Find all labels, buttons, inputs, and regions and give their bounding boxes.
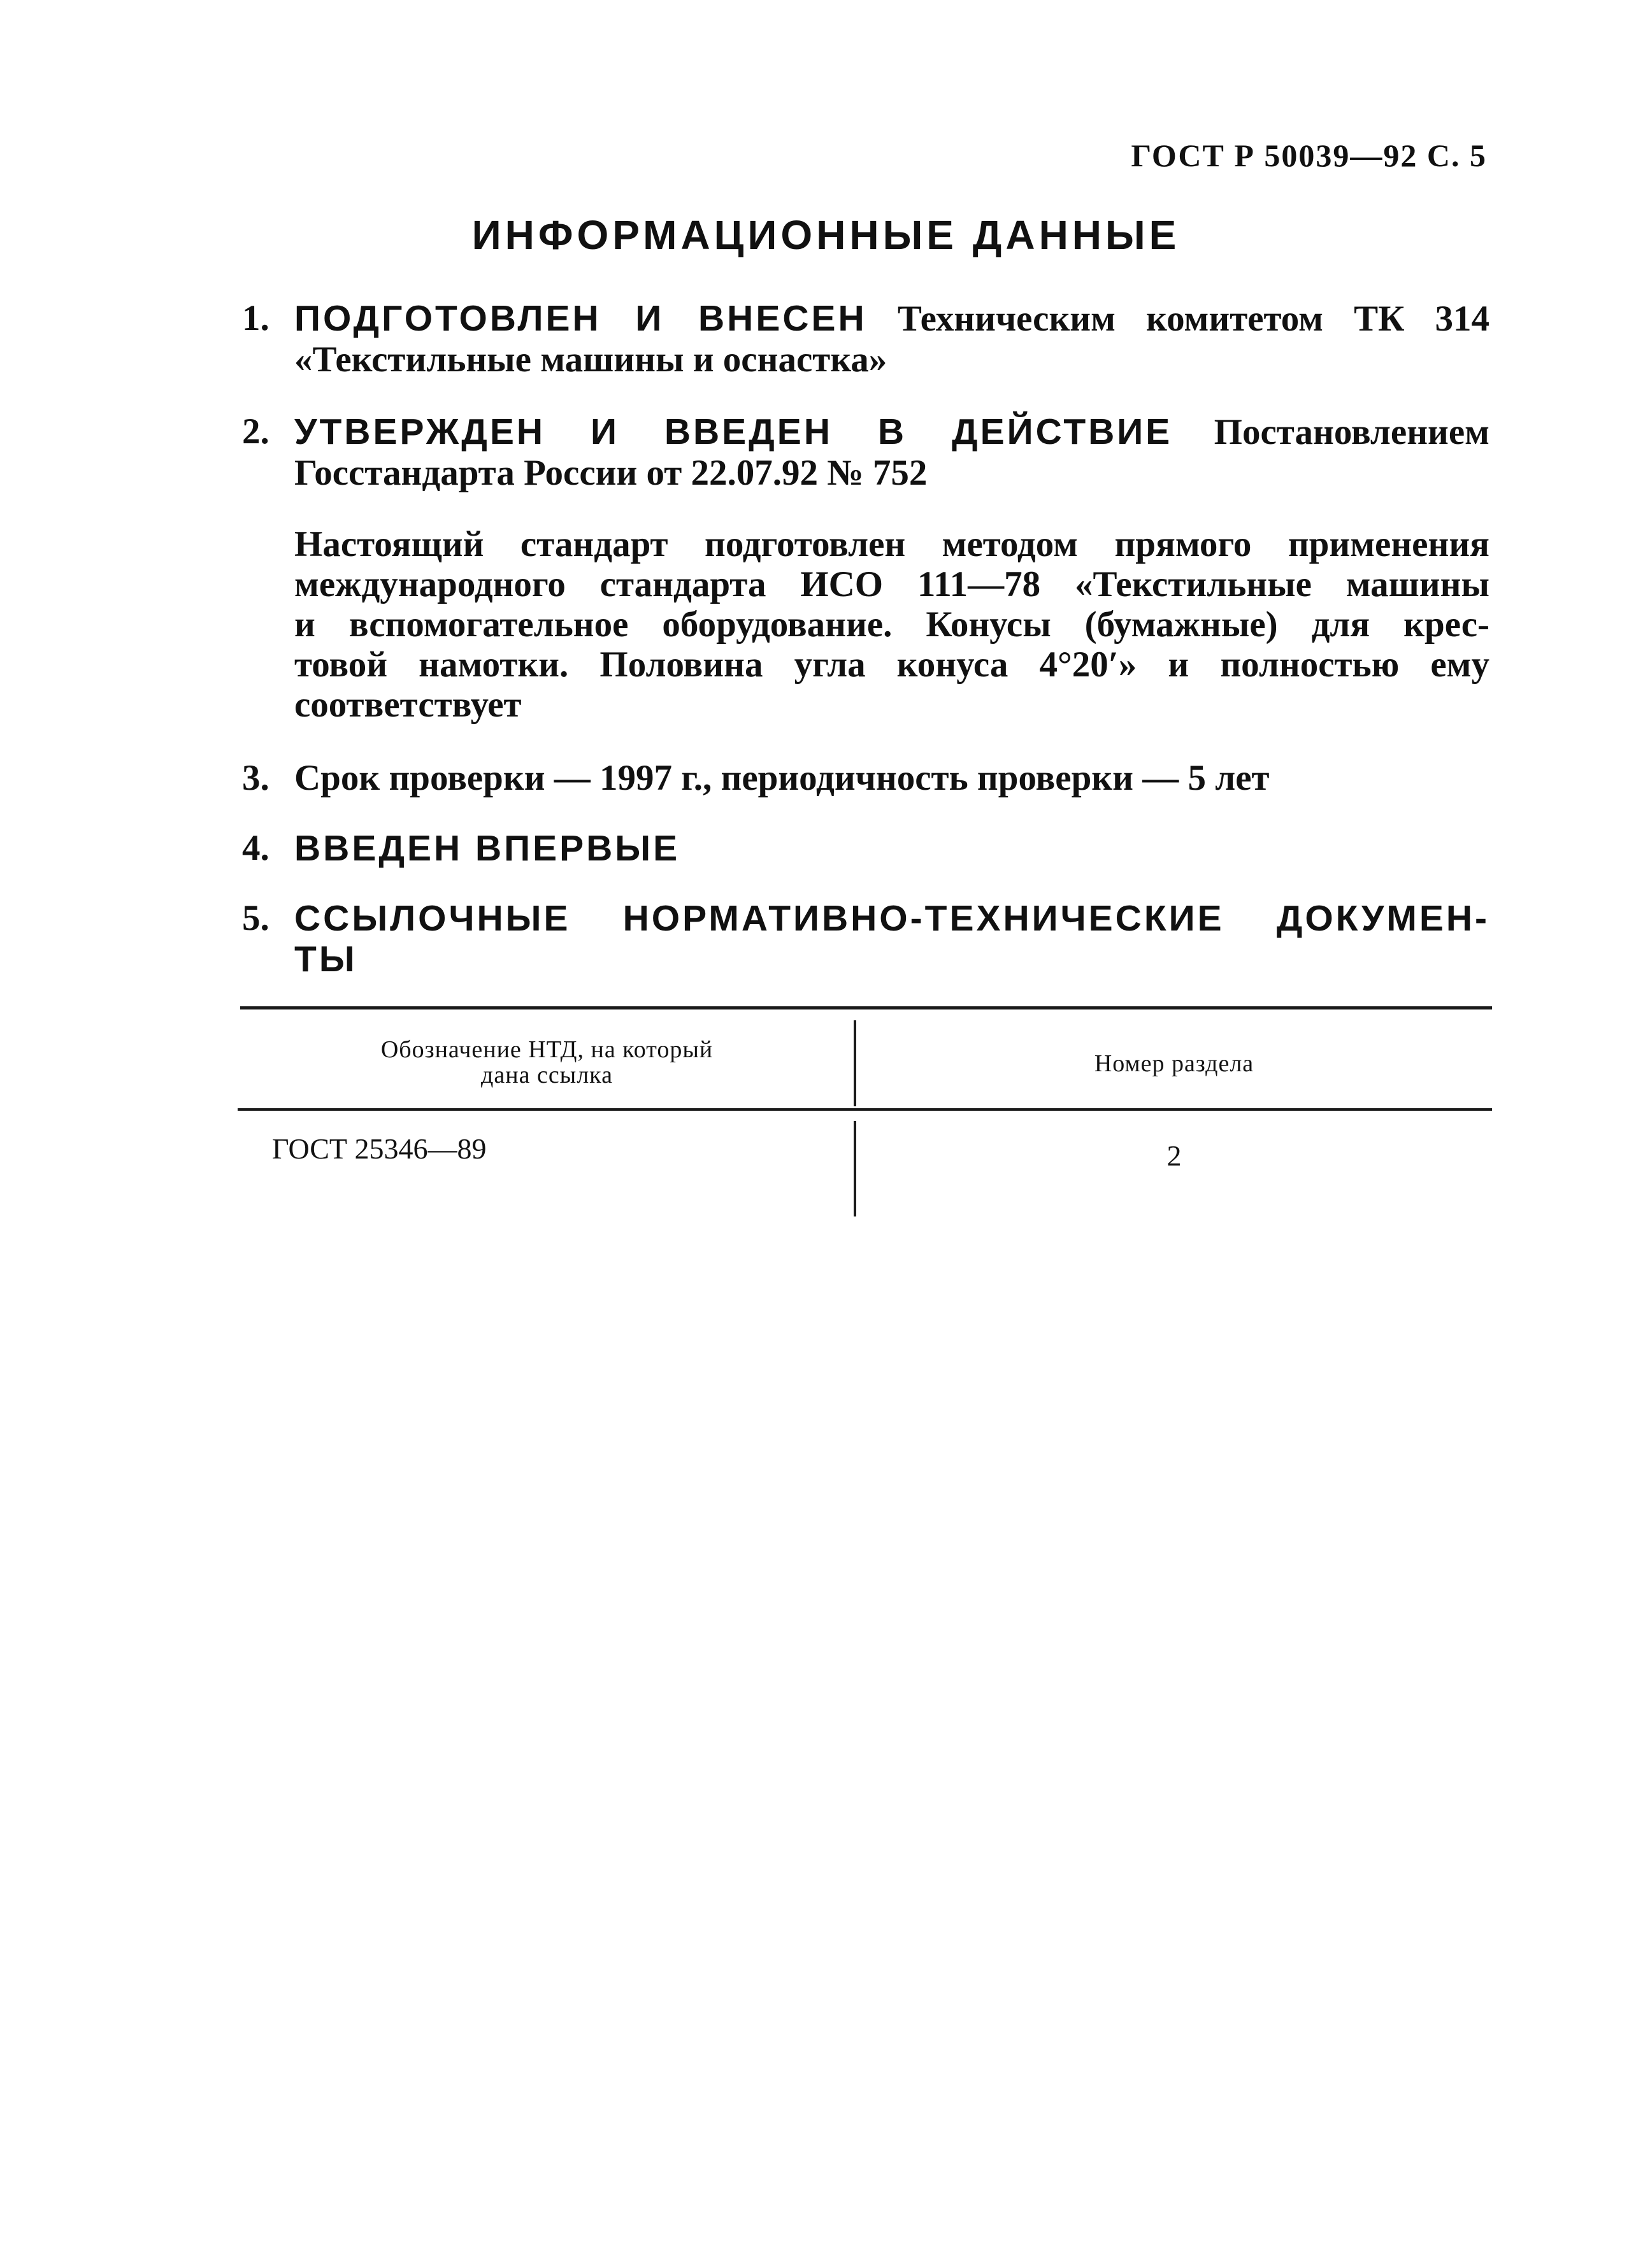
item-caps-text: ССЫЛОЧНЫЕ НОРМАТИВНО-ТЕХНИЧЕСКИЕ ДОКУМЕН- [294, 898, 1489, 939]
item-number: 5. [242, 898, 269, 938]
header-line: Обозначение НТД, на который [380, 1036, 714, 1063]
paragraph-line: международного стандарта ИСО 111—78 «Текстильные машины [294, 564, 1489, 604]
table-cell-designation: ГОСТ 25346—89 [272, 1132, 487, 1165]
header-line: дана ссылка [481, 1062, 613, 1088]
item-number: 2. [242, 411, 269, 452]
item-number: 3. [242, 758, 269, 798]
item-caps-text: ВВЕДЕН ВПЕРВЫЕ [294, 828, 680, 869]
running-head: ГОСТ Р 50039—92 С. 5 [1131, 138, 1487, 173]
body-paragraph [294, 524, 1489, 725]
item-text: «Текстильные машины и оснастка» [294, 339, 887, 380]
item-text: Постановлением [1214, 412, 1490, 452]
item-line [294, 411, 1489, 453]
item-text: Госстандарта России от 22.07.92 № 752 [294, 453, 928, 493]
table-header-designation [240, 1037, 854, 1088]
item-number: 4. [242, 828, 269, 868]
list-item-5 [242, 898, 1489, 980]
paragraph-line: соответствует [294, 685, 522, 725]
paragraph-line: и вспомогательное оборудование. Конусы (бумажные) для крес- [294, 604, 1489, 645]
item-caps-text: ПОДГОТОВЛЕН И ВНЕСЕН [294, 298, 867, 339]
item-caps-text: ТЫ [294, 939, 357, 980]
item-text: Техническим комитетом ТК 314 [897, 299, 1490, 339]
table-cell-section: 2 [1166, 1139, 1182, 1172]
list-item-2 [242, 411, 1489, 494]
item-caps-text: УТВЕРЖДЕН И ВВЕДЕН В ДЕЙСТВИЕ [294, 411, 1173, 452]
list-item-4 [242, 828, 1489, 869]
table-top-rule [240, 1006, 1492, 1009]
item-line [294, 298, 1489, 339]
table-header-section: Номер раздела [1094, 1050, 1254, 1077]
paragraph-line: товой намотки. Половина угла конуса 4°20′» и полностью ему [294, 645, 1489, 685]
reference-table [240, 1006, 1492, 1216]
page-title: ИНФОРМАЦИОННЫЕ ДАННЫЕ [471, 212, 1180, 258]
list-item-1 [242, 298, 1489, 380]
list-item-3 [242, 758, 1489, 799]
item-number: 1. [242, 298, 269, 338]
table-header-rule [238, 1108, 1492, 1111]
item-text: Срок проверки — 1997 г., периодичность проверки — 5 лет [294, 758, 1270, 798]
paragraph-line: Настоящий стандарт подготовлен методом прямого применения [294, 524, 1489, 564]
